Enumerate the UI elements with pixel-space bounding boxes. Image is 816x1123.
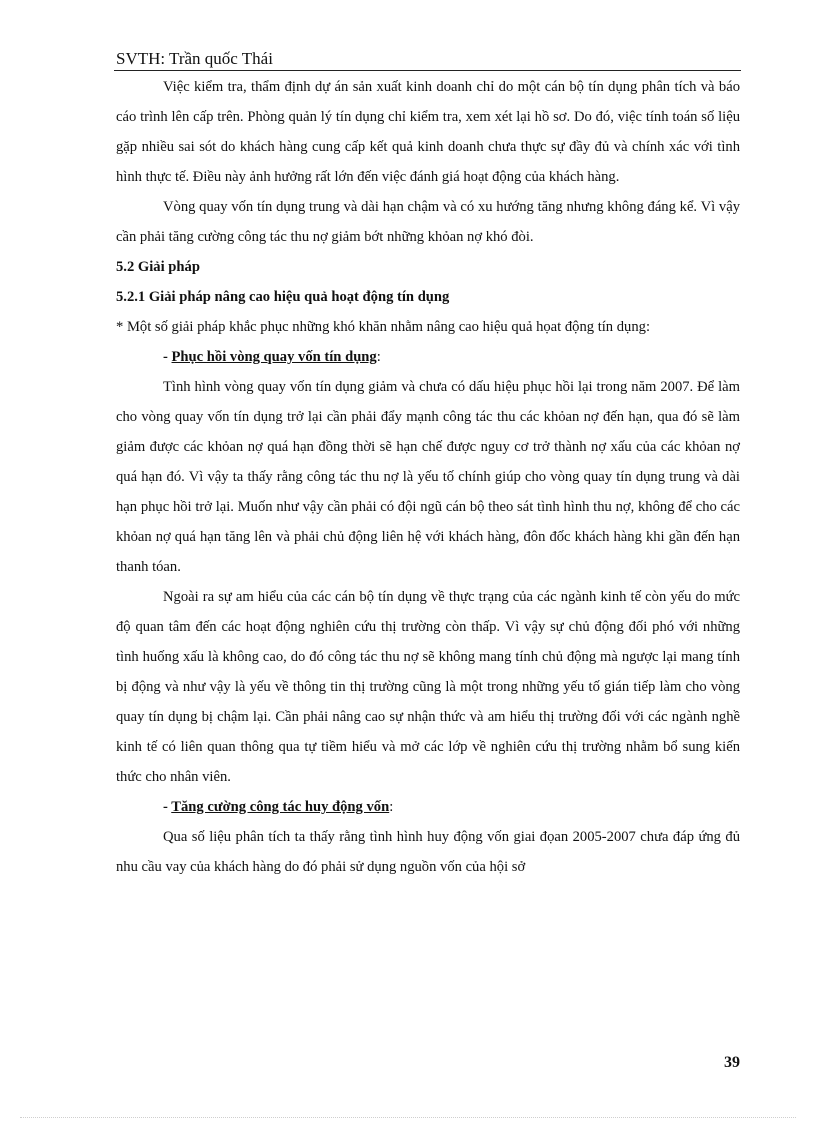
header-rule bbox=[114, 70, 741, 71]
subsection-heading-credit-efficiency: 5.2.1 Giải pháp nâng cao hiệu quả hoạt động tín dụng bbox=[116, 289, 450, 305]
page-bottom-border bbox=[20, 1117, 796, 1118]
bullet-colon: : bbox=[376, 349, 381, 365]
paragraph-debt-collection: Tình hình vòng quay vốn tín dụng giảm và chưa có dấu hiệu phục hồi lại trong năm 2007. Để làm cho vòng quay vốn tín dụng trở lại cần phải đẩy mạnh công tác thu các khỏan nợ đến hạn, qua đó sẽ làm giảm được các khỏan nợ quá hạn đồng thời sẽ hạn chế được nguy cơ trở thành nợ xấu của các khỏan nợ quá hạn đó. Vì vậy ta thấy rằng công tác thu nợ là yếu tố chính giúp cho vòng quay tín dụng trung và dài hạn phục hồi trở lại. Muốn như vậy cần phải có đội ngũ cán bộ theo sát tình hình thu nợ, không để cho các khỏan nợ quá hạn tăng lên và phải chủ động liên hệ với khách hàng, đôn đốc khách hàng khi gần đến hạn thanh tóan. bbox=[116, 379, 740, 575]
paragraph-turnover: Vòng quay vốn tín dụng trung và dài hạn chậm và có xu hướng tăng nhưng không đáng kể. Vì vậy cần phải tăng cường công tác thu nợ giảm bớt những khỏan nợ khó đòi. bbox=[116, 199, 740, 245]
paragraph-market-knowledge: Ngoài ra sự am hiểu của các cán bộ tín dụng về thực trạng của các ngành kinh tế còn yếu do mức độ quan tâm đến các hoạt động nghiên cứu thị trường còn thấp. Vì vậy sự chủ động đối phó với những tình huống xấu là không cao, do đó công tác thu nợ sẽ không mang tính chủ động mà ngược lại mang tính bị động và như vậy là yếu về thông tin thị trường cũng là một trong những yếu tố gián tiếp làm cho vòng quay tín dụng bị chậm lại. Cần phải nâng cao sự nhận thức và am hiểu thị trường đối với các ngành nghề kinh tế có liên quan thông qua tự tiềm hiểu và mở các lớp về nghiên cứu thị trường nhằm bổ sung kiến thức cho nhân viên. bbox=[116, 589, 740, 785]
section-heading-solutions: 5.2 Giải pháp bbox=[116, 259, 200, 275]
bullet-title: Tăng cường công tác huy động vốn bbox=[171, 799, 390, 815]
bullet-dash: - bbox=[163, 799, 172, 815]
bullet-title: Phục hồi vòng quay vốn tín dụng bbox=[171, 349, 377, 365]
running-header: SVTH: Trần quốc Thái bbox=[116, 49, 273, 68]
bullet-heading-restore-turnover bbox=[116, 342, 740, 372]
paragraph-capital-analysis: Qua số liệu phân tích ta thấy rằng tình hình huy động vốn giai đọan 2005-2007 chưa đáp ứng đủ nhu cầu vay của khách hàng do đó phải sử dụng nguồn vốn của hội sở bbox=[116, 829, 740, 875]
bullet-dash: - bbox=[163, 349, 172, 365]
bullet-colon: : bbox=[389, 799, 394, 815]
paragraph-appraisal: Việc kiểm tra, thẩm định dự án sản xuất kinh doanh chỉ do một cán bộ tín dụng phân tích và báo cáo trình lên cấp trên. Phòng quản lý tín dụng chỉ kiểm tra, xem xét lại hồ sơ. Do đó, việc tính toán số liệu gặp nhiều sai sót do khách hàng cung cấp kết quả kinh doanh chưa thực sự đầy đủ và chính xác với tình hình thực tế. Điều này ảnh hưởng rất lớn đến việc đánh giá hoạt động của khách hàng. bbox=[116, 79, 740, 185]
page-body bbox=[116, 72, 740, 882]
bullet-heading-capital-mobilization bbox=[116, 792, 740, 822]
page-number: 39 bbox=[724, 1054, 740, 1071]
paragraph-solutions-intro: * Một số giải pháp khắc phục những khó khăn nhằm nâng cao hiệu quả họat động tín dụng: bbox=[116, 319, 650, 335]
